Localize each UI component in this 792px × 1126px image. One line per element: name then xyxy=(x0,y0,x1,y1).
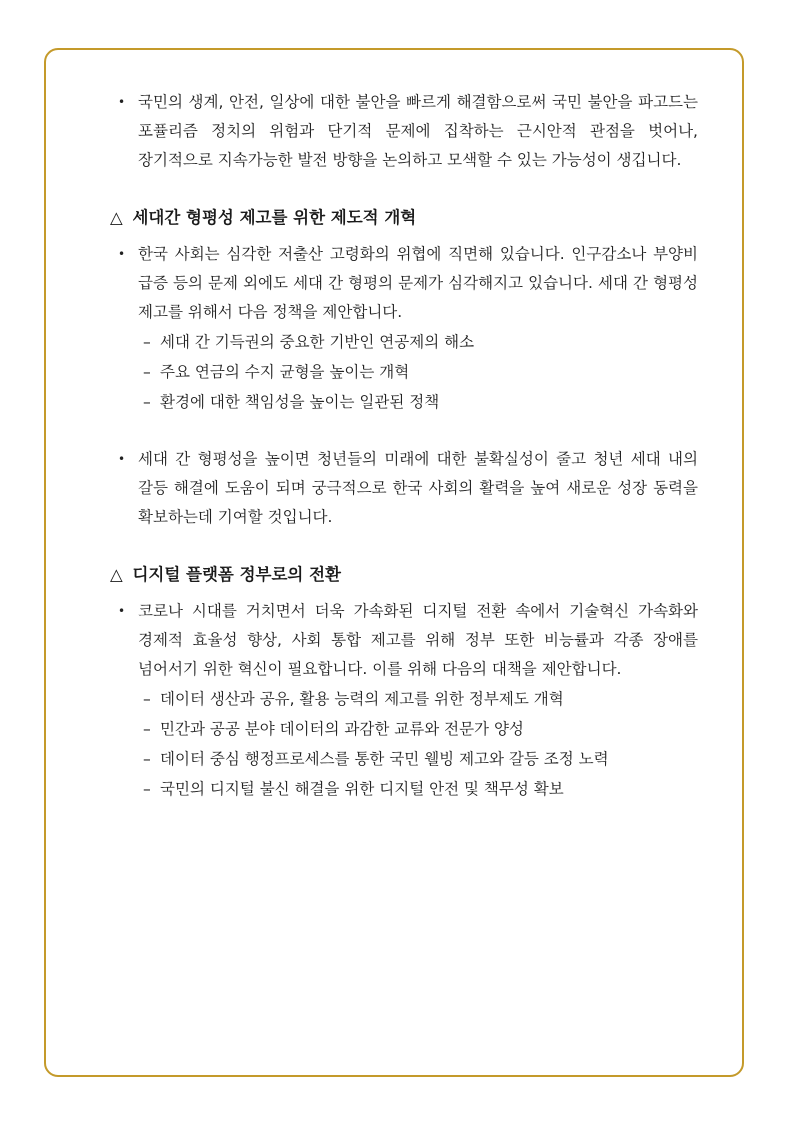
list-item xyxy=(110,744,698,774)
list-item-text: 데이터 중심 행정프로세스를 통한 국민 웰빙 제고와 갈등 조정 노력 xyxy=(160,750,609,768)
list-item xyxy=(110,774,698,804)
section-title-text: 디지털 플랫폼 정부로의 전환 xyxy=(132,565,341,584)
bullet-text: 코로나 시대를 거치면서 더욱 가속화된 디지털 전환 속에서 기술혁신 가속화와 경제적 효율성 향상, 사회 통합 제고를 위해 정부 또한 비능률과 각종 장애를 넘어서기 위한 혁신이 필요합니다. 이를 위해 다음의 대책을 제안합니다. xyxy=(138,602,698,678)
section-1-bullet-1 xyxy=(110,240,698,327)
list-item-text: 주요 연금의 수지 균형을 높이는 개혁 xyxy=(160,363,410,381)
section-title-text: 세대간 형평성 제고를 위한 제도적 개혁 xyxy=(132,208,417,227)
dash-mark: – xyxy=(143,750,151,768)
list-item xyxy=(110,327,698,357)
list-item xyxy=(110,684,698,714)
list-item-text: 세대 간 기득권의 중요한 기반인 연공제의 해소 xyxy=(160,333,475,351)
section-title-generational-equity xyxy=(110,205,698,231)
intro-bullet xyxy=(110,88,698,175)
list-item xyxy=(110,714,698,744)
bullet-text: 세대 간 형평성을 높이면 청년들의 미래에 대한 불확실성이 줄고 청년 세대 내의 갈등 해결에 도움이 되며 궁극적으로 한국 사회의 활력을 높여 새로운 성장 동력을 확보하는데 기여할 것입니다. xyxy=(138,450,698,526)
intro-bullet-text: 국민의 생계, 안전, 일상에 대한 불안을 빠르게 해결함으로써 국민 불안을 파고드는 포퓰리즘 정치의 위험과 단기적 문제에 집착하는 근시안적 관점을 벗어나, 장기적으로 지속가능한 발전 방향을 논의하고 모색할 수 있는 가능성이 생깁니다. xyxy=(138,93,698,169)
list-item xyxy=(110,387,698,417)
section-title-digital-platform xyxy=(110,562,698,588)
bullet-mark: • xyxy=(118,247,126,261)
triangle-icon: △ xyxy=(110,565,123,584)
triangle-icon: △ xyxy=(110,208,123,227)
bullet-text: 한국 사회는 심각한 저출산 고령화의 위협에 직면해 있습니다. 인구감소나 부양비 급증 등의 문제 외에도 세대 간 형평의 문제가 심각해지고 있습니다. 세대 간 형평성 제고를 위해서 다음 정책을 제안합니다. xyxy=(138,245,698,321)
bullet-mark: • xyxy=(118,452,126,466)
list-item-text: 국민의 디지털 불신 해결을 위한 디지털 안전 및 책무성 확보 xyxy=(160,780,564,798)
dash-mark: – xyxy=(143,720,151,738)
dash-mark: – xyxy=(143,690,151,708)
list-item-text: 민간과 공공 분야 데이터의 과감한 교류와 전문가 양성 xyxy=(160,720,524,738)
dash-mark: – xyxy=(143,780,151,798)
list-item xyxy=(110,357,698,387)
dash-mark: – xyxy=(143,393,151,411)
section-2-bullet-1 xyxy=(110,597,698,684)
dash-mark: – xyxy=(143,333,151,351)
list-item-text: 환경에 대한 책임성을 높이는 일관된 정책 xyxy=(160,393,440,411)
list-item-text: 데이터 생산과 공유, 활용 능력의 제고를 위한 정부제도 개혁 xyxy=(160,690,564,708)
section-1-bullet-2 xyxy=(110,445,698,532)
bullet-mark: • xyxy=(118,95,126,109)
bullet-mark: • xyxy=(118,604,126,618)
document-body xyxy=(110,88,698,804)
spacer xyxy=(110,417,698,445)
dash-mark: – xyxy=(143,363,151,381)
